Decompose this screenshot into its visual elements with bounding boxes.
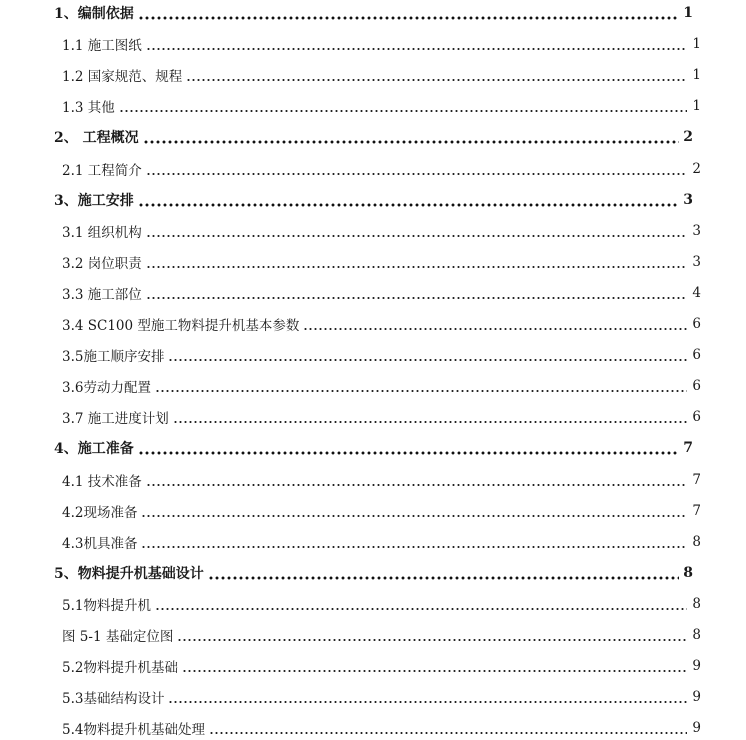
toc-page-number: 9: [692, 720, 701, 737]
dot-leader: [146, 224, 687, 238]
dot-leader: [303, 317, 687, 331]
toc-subentry[interactable]: [0, 654, 746, 678]
toc-entry-label: 1.3 其他: [62, 100, 115, 117]
toc-subentry[interactable]: [0, 157, 746, 181]
toc-page-number: 9: [692, 658, 701, 675]
dot-leader: [119, 99, 687, 113]
toc-entry-label: 1、编制依据: [54, 6, 134, 22]
dot-leader: [146, 286, 687, 300]
toc-entry-label: 5.1物料提升机: [62, 597, 151, 614]
toc-page-number: 6: [692, 347, 701, 364]
toc-page-number: 9: [692, 689, 701, 706]
toc-subentry[interactable]: [0, 312, 746, 336]
toc-entry-label: 3.5施工顺序安排: [62, 349, 165, 366]
toc-page-number: 7: [692, 471, 701, 488]
dot-leader: [146, 255, 687, 269]
dot-leader: [138, 6, 679, 20]
dot-leader: [182, 659, 687, 673]
toc-entry-label: 2、 工程概况: [54, 130, 139, 147]
dot-leader: [209, 721, 687, 735]
toc-entry-label: 4、施工准备: [54, 441, 134, 458]
toc-heading-entry[interactable]: [0, 125, 738, 149]
dot-leader: [143, 130, 679, 144]
dot-leader: [168, 348, 687, 362]
toc-heading-entry[interactable]: [0, 561, 738, 585]
toc-subentry[interactable]: [0, 499, 746, 523]
toc-heading-entry[interactable]: [0, 436, 738, 460]
toc-page-number: 6: [692, 316, 701, 332]
toc-entry-label: 3.1 组织机构: [62, 224, 142, 241]
toc-subentry[interactable]: [0, 219, 746, 243]
toc-page-number: 2: [683, 129, 693, 146]
toc-page-number: 8: [692, 627, 701, 643]
dot-leader: [155, 597, 687, 611]
toc-subentry[interactable]: [0, 63, 746, 87]
dot-leader: [208, 566, 679, 580]
toc-entry-label: 图 5-1 基础定位图: [62, 629, 174, 645]
toc-page-number: 4: [692, 284, 701, 301]
dot-leader: [146, 473, 687, 487]
toc-subentry[interactable]: [0, 32, 746, 56]
toc-page-number: 2: [692, 160, 701, 177]
toc-entry-label: 4.3机具准备: [62, 535, 138, 552]
dot-leader: [138, 441, 679, 455]
toc-subentry[interactable]: [0, 592, 746, 616]
toc-subentry[interactable]: [0, 250, 746, 274]
toc-subentry[interactable]: [0, 374, 746, 398]
toc-page-number: 8: [692, 595, 701, 612]
toc-page-number: 6: [692, 409, 701, 426]
toc-entry-label: 1.1 施工图纸: [62, 38, 142, 55]
toc-subentry[interactable]: [0, 468, 746, 492]
dot-leader: [141, 535, 687, 549]
dot-leader: [173, 410, 687, 424]
toc-entry-label: 3.4 SC100 型施工物料提升机基本参数: [62, 318, 300, 334]
dot-leader: [155, 379, 687, 393]
toc-page-number: 3: [692, 222, 701, 239]
dot-leader: [146, 37, 687, 51]
toc-entry-label: 4.2现场准备: [62, 504, 138, 521]
dot-leader: [168, 690, 687, 704]
toc-entry-label: 3.7 施工进度计划: [62, 411, 169, 428]
toc-page-number: 7: [692, 502, 701, 519]
dot-leader: [138, 193, 679, 207]
toc-subentry[interactable]: [0, 623, 746, 647]
dot-leader: [146, 162, 687, 176]
toc-page-number: 1: [692, 36, 701, 53]
toc-page-number: 6: [692, 378, 701, 395]
toc-subentry[interactable]: [0, 343, 746, 367]
toc-page-number: 1: [683, 5, 693, 21]
toc-entry-label: 5.3基础结构设计: [62, 691, 165, 708]
dot-leader: [141, 504, 687, 518]
dot-leader: [177, 628, 687, 642]
toc-heading-entry[interactable]: [0, 1, 738, 25]
toc-subentry[interactable]: [0, 530, 746, 554]
toc-subentry[interactable]: [0, 405, 746, 429]
toc-page-number: 3: [683, 191, 693, 208]
toc-page-number: 3: [692, 253, 701, 270]
toc-entry-label: 4.1 技术准备: [62, 473, 142, 490]
toc-heading-entry[interactable]: [0, 188, 738, 212]
dot-leader: [186, 68, 687, 82]
toc-subentry[interactable]: [0, 281, 746, 305]
toc-entry-label: 3、施工安排: [54, 192, 134, 209]
toc-entry-label: 2.1 工程简介: [62, 162, 142, 179]
toc-entry-label: 5.4物料提升机基础处理: [62, 722, 205, 739]
toc-page-number: 8: [683, 564, 693, 581]
toc-page-number: 1: [692, 98, 701, 115]
toc-entry-label: 1.2 国家规范、规程: [62, 69, 183, 86]
toc-entry-label: 5、物料提升机基础设计: [54, 565, 204, 582]
toc-entry-label: 3.6劳动力配置: [62, 380, 151, 397]
toc-page-number: 8: [692, 533, 701, 550]
toc-subentry[interactable]: [0, 716, 746, 740]
toc-entry-label: 3.2 岗位职责: [62, 255, 142, 272]
toc-entry-label: 5.2物料提升机基础: [62, 660, 178, 677]
toc-page-number: 1: [692, 67, 701, 84]
toc-page-number: 7: [683, 440, 693, 457]
toc-subentry[interactable]: [0, 685, 746, 709]
toc-entry-label: 3.3 施工部位: [62, 286, 142, 303]
toc-subentry[interactable]: [0, 94, 746, 118]
